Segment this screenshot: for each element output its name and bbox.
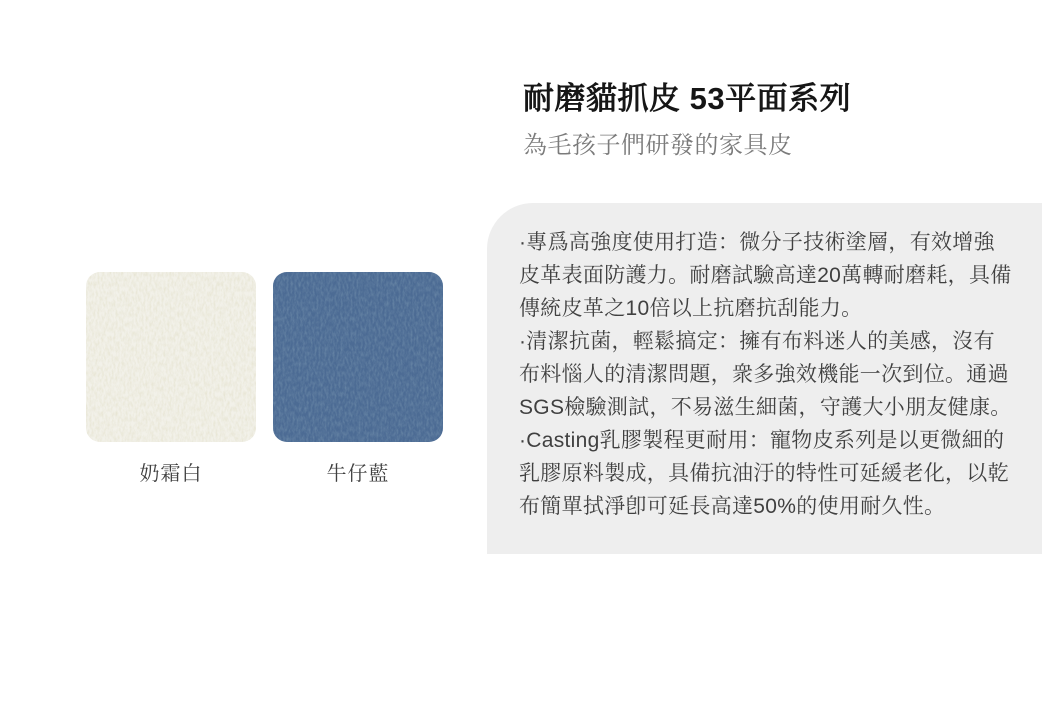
product-subtitle: 為毛孩子們研發的家具皮	[523, 132, 793, 159]
description-panel	[487, 203, 1042, 554]
swatch-label-cream: 奶霜白	[139, 463, 203, 485]
swatch-label-denim: 牛仔藍	[326, 463, 390, 485]
product-title: 耐磨貓抓皮 53平面系列	[523, 81, 852, 116]
swatch-list	[86, 272, 443, 486]
description-bullet-durability: ·專爲高強度使用打造：微分子技術塗層，有效增強皮革表面防護力。耐磨試驗高達20萬轉耐磨耗，具備傳統皮革之10倍以上抗磨抗刮能力。	[519, 231, 1012, 320]
description-bullet-casting: ·Casting乳膠製程更耐用：寵物皮系列是以更微細的乳膠原料製成，具備抗油汙的特性可延緩老化，以乾布簡單拭淨卽可延長高達50%的使用耐久性。	[519, 429, 1009, 518]
swatch-image-denim	[273, 272, 443, 442]
fabric-texture-denim	[273, 272, 443, 442]
swatch-item-denim	[273, 272, 443, 486]
swatch-image-cream	[86, 272, 256, 442]
fabric-texture-cream	[86, 272, 256, 442]
swatch-item-cream	[86, 272, 256, 486]
description-bullet-clean: ·清潔抗菌，輕鬆搞定：擁有布料迷人的美感，沒有布料惱人的清潔問題，衆多強效機能一次到位。通過SGS檢驗測試，不易滋生細菌，守護大小朋友健康。	[519, 330, 1012, 419]
